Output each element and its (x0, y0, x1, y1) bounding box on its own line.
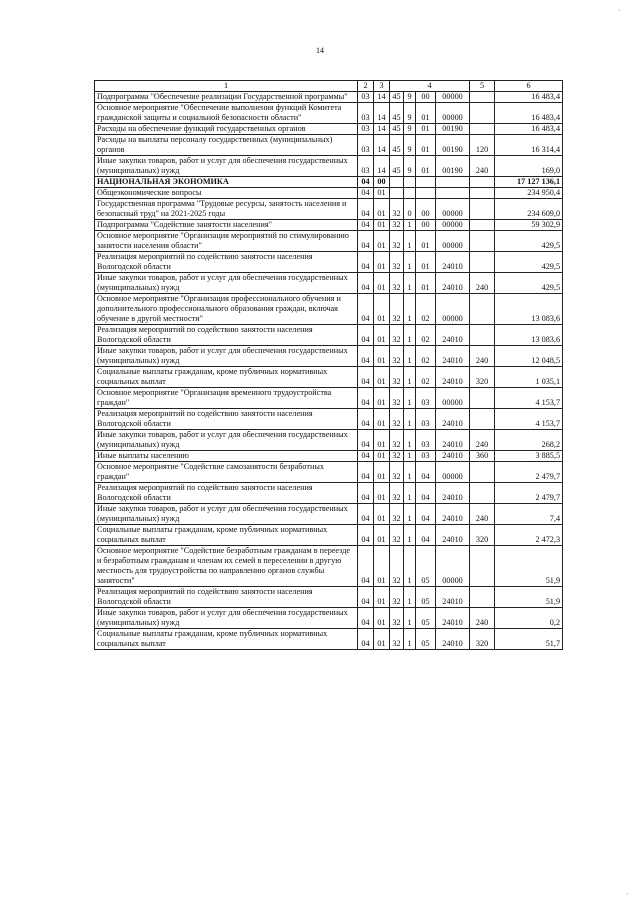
cell-name: Расходы на обеспечение функций государственных органов (95, 124, 358, 135)
cell-d: 24010 (436, 451, 470, 462)
cell-c: 03 (416, 388, 436, 409)
cell-vr (470, 188, 495, 199)
cell-name: Иные выплаты населению (95, 451, 358, 462)
cell-c: 02 (416, 346, 436, 367)
cell-b: 1 (404, 409, 416, 430)
cell-sum: 2 479,7 (495, 462, 563, 483)
cell-vr (470, 462, 495, 483)
cell-b: 9 (404, 92, 416, 103)
header-cell: 6 (495, 81, 563, 92)
cell-rz: 03 (358, 103, 374, 124)
header-row (95, 81, 563, 92)
cell-sum: 2 472,3 (495, 525, 563, 546)
cell-pr: 01 (374, 273, 390, 294)
cell-rz: 04 (358, 430, 374, 451)
cell-a: 32 (390, 367, 404, 388)
cell-a: 32 (390, 409, 404, 430)
table-row (95, 177, 563, 188)
cell-b (404, 177, 416, 188)
cell-vr (470, 231, 495, 252)
cell-rz: 04 (358, 367, 374, 388)
cell-name: Основное мероприятие "Содействие безработным гражданам в переезде и безработным гражданам и членам их семей в переселении в другую местность для трудоустройства по направлению органов службы занятости" (95, 546, 358, 587)
cell-vr: 240 (470, 156, 495, 177)
cell-c: 04 (416, 504, 436, 525)
cell-pr: 01 (374, 587, 390, 608)
cell-pr: 01 (374, 462, 390, 483)
cell-pr: 00 (374, 177, 390, 188)
header-cell: 3 (374, 81, 390, 92)
cell-c: 01 (416, 273, 436, 294)
cell-pr: 01 (374, 629, 390, 650)
cell-name: Социальные выплаты гражданам, кроме публичных нормативных социальных выплат (95, 367, 358, 388)
cell-c: 05 (416, 587, 436, 608)
cell-rz: 04 (358, 462, 374, 483)
cell-d: 24010 (436, 587, 470, 608)
cell-pr: 01 (374, 231, 390, 252)
table-row (95, 409, 563, 430)
cell-rz: 04 (358, 220, 374, 231)
cell-c: 02 (416, 367, 436, 388)
cell-rz: 04 (358, 587, 374, 608)
cell-c (416, 188, 436, 199)
cell-vr: 320 (470, 367, 495, 388)
cell-sum: 429,5 (495, 252, 563, 273)
cell-name: Социальные выплаты гражданам, кроме публичных нормативных социальных выплат (95, 525, 358, 546)
cell-name: Реализация мероприятий по содействию занятости населения Вологодской области (95, 587, 358, 608)
cell-name: Иные закупки товаров, работ и услуг для обеспечения государственных (муниципальных) нужд (95, 504, 358, 525)
table-row (95, 135, 563, 156)
cell-name: Расходы на выплаты персоналу государственных (муниципальных) органов (95, 135, 358, 156)
cell-d (436, 188, 470, 199)
cell-rz: 04 (358, 483, 374, 504)
cell-pr: 01 (374, 199, 390, 220)
cell-name: Основное мероприятие "Организация профессионального обучения и дополнительного профессионального образования граждан, включая обучение в другой местности" (95, 294, 358, 325)
cell-vr: 240 (470, 608, 495, 629)
cell-b: 1 (404, 608, 416, 629)
cell-pr: 14 (374, 156, 390, 177)
table-row (95, 504, 563, 525)
cell-b: 1 (404, 546, 416, 587)
cell-rz: 04 (358, 346, 374, 367)
cell-rz: 04 (358, 504, 374, 525)
cell-name: НАЦИОНАЛЬНАЯ ЭКОНОМИКА (95, 177, 358, 188)
cell-rz: 04 (358, 608, 374, 629)
cell-b: 9 (404, 135, 416, 156)
cell-c: 03 (416, 430, 436, 451)
cell-vr (470, 92, 495, 103)
table-row (95, 462, 563, 483)
table-row (95, 608, 563, 629)
cell-pr: 01 (374, 430, 390, 451)
cell-pr: 01 (374, 325, 390, 346)
cell-vr: 320 (470, 525, 495, 546)
table-row (95, 231, 563, 252)
cell-a: 32 (390, 430, 404, 451)
cell-d: 24010 (436, 483, 470, 504)
cell-pr: 01 (374, 294, 390, 325)
cell-pr: 01 (374, 388, 390, 409)
cell-rz: 04 (358, 231, 374, 252)
cell-a: 45 (390, 92, 404, 103)
cell-b: 1 (404, 367, 416, 388)
cell-b: 1 (404, 629, 416, 650)
cell-d: 00000 (436, 388, 470, 409)
cell-a: 32 (390, 220, 404, 231)
table-row (95, 525, 563, 546)
cell-sum: 1 035,1 (495, 367, 563, 388)
cell-d: 24010 (436, 409, 470, 430)
table-row (95, 294, 563, 325)
cell-vr (470, 587, 495, 608)
cell-name: Иные закупки товаров, работ и услуг для обеспечения государственных (муниципальных) нужд (95, 273, 358, 294)
cell-vr (470, 546, 495, 587)
cell-a: 32 (390, 546, 404, 587)
cell-d: 00000 (436, 294, 470, 325)
cell-d: 24010 (436, 325, 470, 346)
cell-pr: 14 (374, 124, 390, 135)
cell-d: 00000 (436, 92, 470, 103)
cell-c: 04 (416, 525, 436, 546)
cell-sum: 2 479,7 (495, 483, 563, 504)
cell-rz: 04 (358, 294, 374, 325)
cell-vr (470, 325, 495, 346)
cell-d: 24010 (436, 608, 470, 629)
table-row (95, 103, 563, 124)
table-row (95, 92, 563, 103)
table-row (95, 273, 563, 294)
cell-b: 1 (404, 462, 416, 483)
cell-a: 32 (390, 451, 404, 462)
cell-b: 1 (404, 525, 416, 546)
cell-pr: 14 (374, 135, 390, 156)
table-row (95, 483, 563, 504)
cell-c: 00 (416, 199, 436, 220)
cell-a (390, 177, 404, 188)
cell-pr: 01 (374, 525, 390, 546)
cell-d: 00190 (436, 135, 470, 156)
cell-rz: 04 (358, 525, 374, 546)
cell-name: Социальные выплаты гражданам, кроме публичных нормативных социальных выплат (95, 629, 358, 650)
cell-rz: 03 (358, 92, 374, 103)
cell-c: 01 (416, 124, 436, 135)
cell-c: 01 (416, 252, 436, 273)
cell-c: 00 (416, 92, 436, 103)
cell-d (436, 177, 470, 188)
cell-d: 00000 (436, 199, 470, 220)
cell-b: 1 (404, 220, 416, 231)
margin-mark: · (626, 890, 629, 899)
table-row (95, 188, 563, 199)
cell-name: Иные закупки товаров, работ и услуг для обеспечения государственных (муниципальных) нужд (95, 346, 358, 367)
cell-vr (470, 409, 495, 430)
cell-d: 00000 (436, 231, 470, 252)
cell-sum: 268,2 (495, 430, 563, 451)
cell-sum: 17 127 136,1 (495, 177, 563, 188)
cell-sum: 234 950,4 (495, 188, 563, 199)
cell-name: Основное мероприятие "Организация мероприятий по стимулированию занятости населения области" (95, 231, 358, 252)
cell-c: 03 (416, 451, 436, 462)
cell-pr: 01 (374, 367, 390, 388)
table-row (95, 346, 563, 367)
cell-rz: 03 (358, 124, 374, 135)
cell-a: 45 (390, 103, 404, 124)
cell-b: 1 (404, 483, 416, 504)
cell-a: 32 (390, 483, 404, 504)
cell-b: 1 (404, 346, 416, 367)
cell-rz: 04 (358, 451, 374, 462)
cell-c: 02 (416, 325, 436, 346)
cell-c: 01 (416, 135, 436, 156)
cell-vr (470, 294, 495, 325)
cell-sum: 16 314,4 (495, 135, 563, 156)
cell-a: 32 (390, 199, 404, 220)
cell-a (390, 188, 404, 199)
cell-name: Основное мероприятие "Содействие самозанятости безработных граждан" (95, 462, 358, 483)
cell-b: 1 (404, 388, 416, 409)
cell-b: 9 (404, 156, 416, 177)
cell-b: 1 (404, 325, 416, 346)
cell-a: 32 (390, 608, 404, 629)
cell-pr: 01 (374, 483, 390, 504)
cell-vr (470, 220, 495, 231)
cell-c: 01 (416, 231, 436, 252)
cell-a: 32 (390, 231, 404, 252)
cell-c: 01 (416, 103, 436, 124)
cell-d: 00000 (436, 546, 470, 587)
cell-d: 24010 (436, 525, 470, 546)
cell-sum: 429,5 (495, 273, 563, 294)
cell-name: Иные закупки товаров, работ и услуг для обеспечения государственных (муниципальных) нужд (95, 430, 358, 451)
cell-vr: 240 (470, 346, 495, 367)
cell-name: Государственная программа "Трудовые ресурсы, занятость населения и безопасный труд" на 2021-2025 годы (95, 199, 358, 220)
cell-b: 1 (404, 430, 416, 451)
cell-a: 32 (390, 462, 404, 483)
cell-pr: 01 (374, 608, 390, 629)
cell-sum: 169,0 (495, 156, 563, 177)
cell-vr: 320 (470, 629, 495, 650)
cell-name: Общеэкономические вопросы (95, 188, 358, 199)
cell-b: 1 (404, 273, 416, 294)
cell-rz: 04 (358, 177, 374, 188)
cell-sum: 16 483,4 (495, 103, 563, 124)
cell-sum: 234 609,0 (495, 199, 563, 220)
table-row (95, 430, 563, 451)
cell-name: Реализация мероприятий по содействию занятости населения Вологодской области (95, 325, 358, 346)
cell-name: Иные закупки товаров, работ и услуг для обеспечения государственных (муниципальных) нужд (95, 608, 358, 629)
cell-sum: 0,2 (495, 608, 563, 629)
table-row (95, 220, 563, 231)
cell-d: 00190 (436, 124, 470, 135)
cell-pr: 01 (374, 188, 390, 199)
cell-rz: 04 (358, 388, 374, 409)
cell-rz: 04 (358, 629, 374, 650)
cell-vr (470, 483, 495, 504)
cell-d: 00000 (436, 103, 470, 124)
cell-sum: 13 083,6 (495, 325, 563, 346)
margin-mark: · (618, 6, 621, 15)
cell-c: 05 (416, 608, 436, 629)
header-cell: 1 (95, 81, 358, 92)
cell-a: 32 (390, 629, 404, 650)
cell-b: 9 (404, 103, 416, 124)
cell-d: 24010 (436, 367, 470, 388)
cell-name: Подпрограмма "Содействие занятости населения" (95, 220, 358, 231)
cell-pr: 01 (374, 451, 390, 462)
cell-c: 01 (416, 156, 436, 177)
table-row (95, 451, 563, 462)
cell-a: 32 (390, 252, 404, 273)
cell-d: 24010 (436, 430, 470, 451)
cell-sum: 51,7 (495, 629, 563, 650)
cell-c: 04 (416, 462, 436, 483)
cell-a: 45 (390, 156, 404, 177)
cell-b: 1 (404, 451, 416, 462)
cell-vr (470, 124, 495, 135)
cell-rz: 04 (358, 273, 374, 294)
cell-vr (470, 177, 495, 188)
cell-c: 02 (416, 294, 436, 325)
cell-b: 1 (404, 231, 416, 252)
cell-sum: 7,4 (495, 504, 563, 525)
cell-name: Иные закупки товаров, работ и услуг для обеспечения государственных (муниципальных) нужд (95, 156, 358, 177)
cell-a: 45 (390, 135, 404, 156)
page-number: 14 (316, 46, 324, 55)
table-row (95, 388, 563, 409)
cell-d: 24010 (436, 252, 470, 273)
table-body (95, 81, 563, 650)
cell-pr: 01 (374, 409, 390, 430)
cell-a: 32 (390, 388, 404, 409)
cell-c: 05 (416, 546, 436, 587)
cell-pr: 01 (374, 346, 390, 367)
cell-c (416, 177, 436, 188)
cell-d: 00000 (436, 462, 470, 483)
cell-sum: 13 083,6 (495, 294, 563, 325)
cell-a: 32 (390, 504, 404, 525)
cell-b: 1 (404, 504, 416, 525)
cell-c: 00 (416, 220, 436, 231)
cell-a: 32 (390, 325, 404, 346)
cell-a: 32 (390, 273, 404, 294)
cell-name: Основное мероприятие "Организация временного трудоустройства граждан" (95, 388, 358, 409)
table-row (95, 629, 563, 650)
cell-d: 24010 (436, 273, 470, 294)
cell-pr: 01 (374, 252, 390, 273)
cell-sum: 12 048,5 (495, 346, 563, 367)
cell-rz: 04 (358, 546, 374, 587)
cell-rz: 04 (358, 199, 374, 220)
cell-a: 45 (390, 124, 404, 135)
cell-pr: 01 (374, 546, 390, 587)
cell-vr: 120 (470, 135, 495, 156)
cell-vr (470, 199, 495, 220)
cell-sum: 429,5 (495, 231, 563, 252)
header-cell: 4 (390, 81, 470, 92)
cell-vr (470, 252, 495, 273)
cell-rz: 04 (358, 188, 374, 199)
cell-rz: 03 (358, 156, 374, 177)
cell-sum: 4 153,7 (495, 388, 563, 409)
cell-vr (470, 103, 495, 124)
table-row (95, 199, 563, 220)
table-row (95, 124, 563, 135)
cell-vr: 240 (470, 273, 495, 294)
cell-c: 04 (416, 483, 436, 504)
cell-d: 00190 (436, 156, 470, 177)
cell-sum: 51,9 (495, 587, 563, 608)
cell-sum: 4 153,7 (495, 409, 563, 430)
cell-d: 24010 (436, 629, 470, 650)
cell-c: 05 (416, 629, 436, 650)
cell-pr: 14 (374, 103, 390, 124)
cell-b: 9 (404, 124, 416, 135)
cell-sum: 3 885,5 (495, 451, 563, 462)
cell-vr: 240 (470, 504, 495, 525)
cell-b: 1 (404, 294, 416, 325)
cell-sum: 59 302,9 (495, 220, 563, 231)
cell-b (404, 188, 416, 199)
table-row (95, 546, 563, 587)
cell-rz: 04 (358, 325, 374, 346)
cell-sum: 16 483,4 (495, 124, 563, 135)
cell-b: 0 (404, 199, 416, 220)
table-row (95, 252, 563, 273)
cell-a: 32 (390, 294, 404, 325)
cell-d: 24010 (436, 504, 470, 525)
cell-name: Реализация мероприятий по содействию занятости населения Вологодской области (95, 409, 358, 430)
cell-a: 32 (390, 525, 404, 546)
cell-b: 1 (404, 252, 416, 273)
cell-pr: 14 (374, 92, 390, 103)
cell-vr: 240 (470, 430, 495, 451)
cell-a: 32 (390, 346, 404, 367)
table-row (95, 325, 563, 346)
cell-name: Реализация мероприятий по содействию занятости населения Вологодской области (95, 483, 358, 504)
table-row (95, 156, 563, 177)
cell-pr: 01 (374, 504, 390, 525)
cell-d: 00000 (436, 220, 470, 231)
cell-name: Подпрограмма "Обеспечение реализации Государственной программы" (95, 92, 358, 103)
cell-d: 24010 (436, 346, 470, 367)
cell-rz: 04 (358, 409, 374, 430)
cell-name: Основное мероприятие "Обеспечение выполнения функций Комитета гражданской защиты и социальной безопасности области" (95, 103, 358, 124)
cell-vr (470, 388, 495, 409)
table-row (95, 367, 563, 388)
budget-table (94, 80, 563, 650)
cell-a: 32 (390, 587, 404, 608)
cell-sum: 51,9 (495, 546, 563, 587)
cell-vr: 360 (470, 451, 495, 462)
cell-c: 03 (416, 409, 436, 430)
header-cell: 5 (470, 81, 495, 92)
table-row (95, 587, 563, 608)
cell-b: 1 (404, 587, 416, 608)
header-cell: 2 (358, 81, 374, 92)
cell-name: Реализация мероприятий по содействию занятости населения Вологодской области (95, 252, 358, 273)
cell-rz: 04 (358, 252, 374, 273)
cell-pr: 01 (374, 220, 390, 231)
cell-rz: 03 (358, 135, 374, 156)
cell-sum: 16 483,4 (495, 92, 563, 103)
